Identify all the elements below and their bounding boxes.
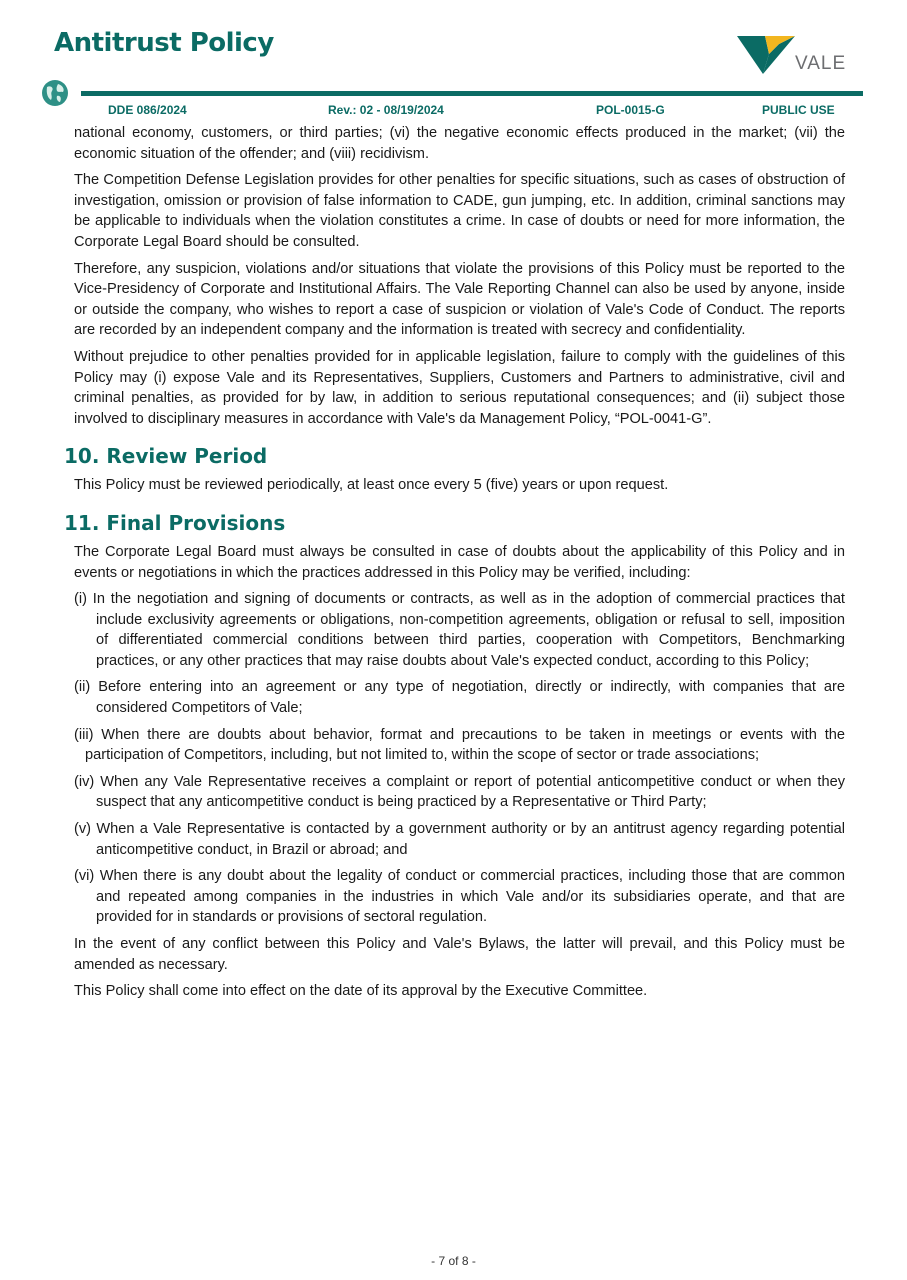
page-number: - 7 of 8 - — [431, 1254, 476, 1268]
header-rule — [81, 91, 863, 96]
paragraph: This Policy must be reviewed periodically, at least once every 5 (five) years or upon request. — [74, 477, 669, 494]
list-item: (ii) Before entering into an agreement or any type of negotiation, directly or indirectly, with companies that are considered Competitors of Vale; — [74, 679, 845, 717]
doc-number: DDE 086/2024 — [108, 103, 187, 117]
section-heading: 10. Review Period — [64, 444, 268, 469]
section-heading: 11. Final Provisions — [64, 510, 286, 535]
paragraph: This Policy shall come into effect on the date of its approval by the Executive Committee. — [74, 983, 648, 1000]
policy-code: POL-0015-G — [596, 103, 665, 117]
paragraph: Therefore, any suspicion, violations and/or situations that violate the provisions of this Policy must be reported to the Vice-Presidency of Corporate and Institutional Affairs. The Vale Reporting Channel can also be used by anyone, inside or outside the company, who wishes to report a case of suspicion or violation of Vale's Code of Conduct. The reports are recorded by an independent company and the information is treated with secrecy and confidentiality. — [74, 260, 845, 339]
paragraph: In the event of any conflict between this Policy and Vale's Bylaws, the latter will prevail, and this Policy must be amended as necessary. — [74, 936, 845, 973]
revision: Rev.: 02 - 08/19/2024 — [328, 103, 444, 117]
list-item: (i) In the negotiation and signing of documents or contracts, as well as in the adoption of commercial practices that include exclusivity agreements or obligations, non-competition agreements, obligation or refusal to sell, imposition of differentiated commercial conditions between third parties, cooperation with Competitors, Benchmarking practices, or any other practices that may raise doubts about Vale's expected conduct, according to this Policy; — [74, 591, 845, 669]
list-item: (v) When a Vale Representative is contacted by a government authority or by an antitrust agency regarding potential anticompetitive conduct, in Brazil or abroad; and — [74, 821, 845, 858]
paragraph: The Competition Defense Legislation provides for other penalties for specific situations, such as cases of obstruction of investigation, omission or provision of false information to CADE, gun jumping, etc. In addition, criminal sanctions may be applicable to individuals when the violation constitutes a crime. In case of doubts or need for more information, the Corporate Legal Board should be consulted. — [74, 172, 845, 250]
paragraph: The Corporate Legal Board must always be consulted in case of doubts about the applicability of this Policy and in events or negotiations in which the practices addressed in this Policy may be verified, including: — [74, 543, 845, 581]
globe-icon — [41, 79, 69, 107]
paragraph: Without prejudice to other penalties provided for in applicable legislation, failure to comply with the guidelines of this Policy may (i) expose Vale and its Representatives, Suppliers, Customers and Partners to administrative, civil and criminal penalties, as provided for by law, in addition to serious reputational consequences; and (ii) subject those involved to disciplinary measures in accordance with Vale's da Management Policy, “POL-0041-G”. — [74, 348, 845, 427]
document-title: Antitrust Policy — [54, 28, 274, 58]
classification: PUBLIC USE — [762, 103, 835, 117]
document-body — [64, 123, 845, 1008]
vale-logo — [735, 32, 853, 78]
list-item: (vi) When there is any doubt about the legality of conduct or commercial practices, including those that are common and repeated among companies in the industries in which Vale and/or its subsidiaries operate, and that are provided for in standards or provisions of sectoral regulation. — [74, 868, 845, 926]
list-item: (iv) When any Vale Representative receives a complaint or report of potential anticompetitive conduct or when they suspect that any anticompetitive conduct is being practiced by a Representative or Third Party; — [74, 773, 845, 811]
logo-teal-shape — [737, 36, 769, 74]
paragraph: national economy, customers, or third parties; (vi) the negative economic effects produced in the market; (vii) the economic situation of the offender; and (viii) recidivism. — [74, 125, 845, 162]
list-item: (iii) When there are doubts about behavior, format and precautions to be taken in meetings or events with the participation of Competitors, including, but not limited to, within the scope of sector or trade associations; — [74, 726, 845, 764]
logo-text: VALE — [795, 53, 847, 74]
